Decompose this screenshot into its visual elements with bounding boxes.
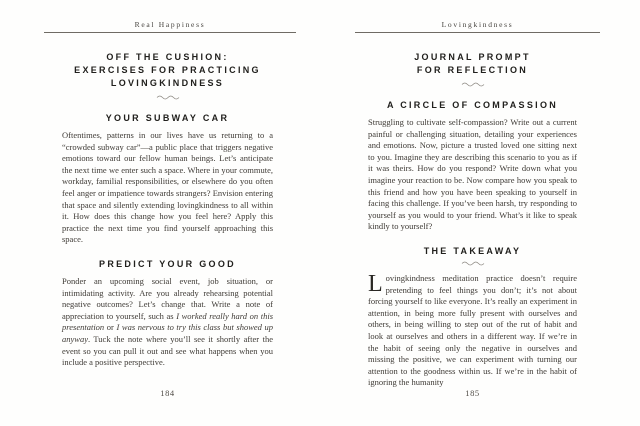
section-heading-circle-of-compassion: A CIRCLE OF COMPASSION [386, 100, 559, 110]
paragraph-text: or [104, 322, 117, 333]
wave-ornament-icon [461, 81, 485, 87]
paragraph-predict-your-good [62, 276, 273, 369]
section-heading-the-takeaway: THE TAKEAWAY [423, 245, 522, 256]
paragraph-subway-car: Oftentimes, patterns in our lives have us returning to a “crowded subway car”—a public place that triggers negative emotions toward our fellow human beings. Let’s anticipate the next time we enter such a space. Where in your commute, workday, familial responsibilities, or elsewhere do you often feel anger or impatience towards strangers? Envision entering that space and silently extending lovingkindness to all within it. How does this change how you feel here? Apply this practice the next time you find yourself approaching this space. [62, 130, 273, 245]
italic-phrase: I was nervous to try this class but showed up anyway [62, 322, 273, 344]
chapter-heading-line: EXERCISES FOR PRACTICING [74, 65, 261, 75]
chapter-heading-right [368, 51, 577, 77]
chapter-heading-left [62, 51, 273, 90]
running-head-left: Real Happiness [134, 20, 206, 29]
page-number-left: 184 [160, 388, 175, 398]
paragraph-circle-of-compassion: Struggling to cultivate self-compassion? Write out a current painful or challenging situation, detailing your experiences and emotions. Now, picture a trusted loved one sitting next to you. Imagine they are describing this scenario to you as if it was theirs. How do you respond? Write down what you imagine your reaction to be. Now compare how you speak to this friend and how you have been speaking to yourself in facing this challenge. If you’ve been harsh, try responding to yourself as you would to your friend. What’s it like to speak kindly to yourself? [368, 117, 577, 232]
header-rule-left [44, 32, 296, 33]
chapter-heading-line: OFF THE CUSHION: [106, 52, 229, 62]
section-heading-predict-your-good: PREDICT YOUR GOOD [99, 258, 236, 269]
paragraph-text: ovingkindness meditation practice doesn’t require pretending to feel things you don’t; it’s not about forcing yourself to like everyone. It’s really an experiment in attention, in being more fully present with ourselves and others, in being willing to step out of the rut of habit and look at ourselves and others in a different way. If we’re in the habit of seeing only the negative in ourselves and missing the positive, we can experiment with turning our attention to the goodness within us. If we’re in the habit of ignoring the humanity [368, 272, 577, 388]
left-text-column [62, 51, 273, 369]
wave-ornament-icon [156, 94, 180, 100]
italic-phrase: I worked really hard on this presentation [62, 310, 273, 333]
paragraph-takeaway [368, 270, 577, 389]
right-text-column [368, 51, 577, 389]
chapter-heading-line: LOVINGKINDNESS [110, 78, 225, 88]
chapter-heading-line: FOR REFLECTION [416, 65, 529, 75]
paragraph-text: Ponder an upcoming social event, job situation, or intimidating activity. Are you already rehearsing potential negative outcomes? Let’s change that. Write a note of appreciation to yourself, such as [62, 275, 273, 321]
header-rule-right [355, 32, 600, 33]
drop-cap: L [368, 270, 383, 297]
running-head-right: Lovingkindness [441, 20, 514, 29]
page-number-right: 185 [465, 388, 480, 398]
wave-ornament-icon [461, 260, 485, 266]
ornament-wrap [368, 260, 577, 266]
ornament-wrap [368, 81, 577, 87]
section-heading-subway-car: YOUR SUBWAY CAR [105, 113, 230, 123]
ornament-wrap [62, 94, 273, 100]
paragraph-text: . Tuck the note where you’ll see it shortly after the event so you can pull it out and see what happens when you include a positive perspective. [62, 333, 273, 368]
right-page [320, 0, 640, 426]
chapter-heading-line: JOURNAL PROMPT [414, 52, 531, 62]
